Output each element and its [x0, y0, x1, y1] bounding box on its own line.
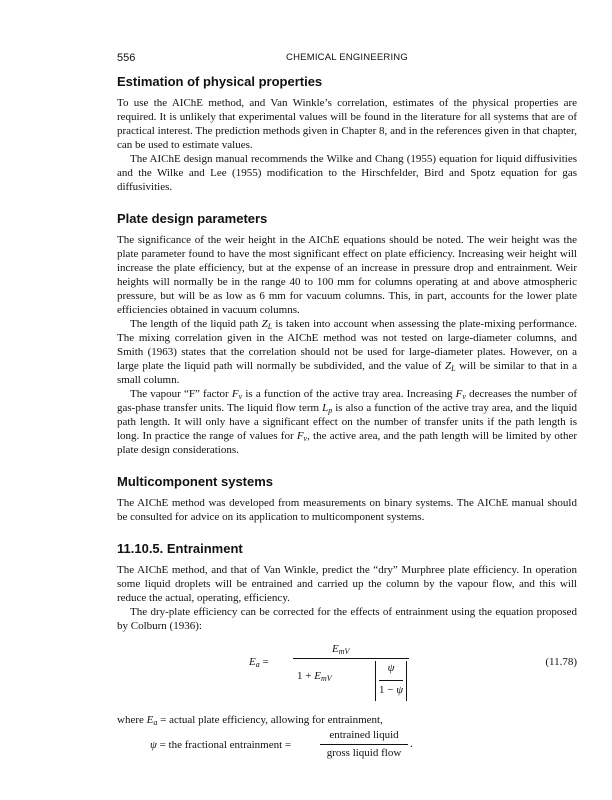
paragraph: The AIChE method, and that of Van Winkle, predict the “dry” Murphree plate efficiency. In operation some liquid droplets will be entrained and carried up the column by the vapour flow, and this will reduce the actual, operating, efficiency.: [117, 564, 577, 604]
psi-definition-label: ψ = the fractional entrainment =: [150, 739, 292, 751]
heading-plate-design-parameters: Plate design parameters: [117, 211, 268, 226]
paragraph: To use the AIChE method, and Van Winkle’s correlation, estimates of the physical properties are required. It is unlikely that experimental values will be found in the literature for all systems that are of practical interest. The prediction methods given in Chapter 8, and in the references given in that chapter, can be used to estimate values.: [117, 97, 577, 151]
paragraph: The AIChE design manual recommends the Wilke and Chang (1955) equation for liquid diffusivities and the Wilke and Lee (1955) modification to the Hirschfelder, Bird and Spotz equation for gas diffusivities.: [117, 153, 577, 193]
where-line-ea: where $E_a$ = actual plate efficiency, allowing for entrainment,: [117, 714, 383, 727]
text-run: decreases the number of gas-phase transfer units. The liquid flow term: [117, 388, 577, 414]
psi-symbol: ψ: [387, 662, 395, 674]
running-title: CHEMICAL ENGINEERING: [286, 52, 408, 63]
paragraph-f-factor: [117, 387, 577, 457]
text-run: The vapour “F” factor: [130, 388, 232, 400]
paragraph-liquid-path: [117, 317, 577, 387]
math-var: $F_v$: [296, 430, 308, 443]
fraction-bar: [293, 658, 409, 659]
math-var: $F_v$: [455, 388, 466, 401]
heading-physical-properties: Estimation of physical properties: [117, 74, 323, 89]
page-number: 556: [117, 52, 136, 64]
math-var: $Z_L$: [444, 360, 456, 373]
text-run: is a function of the active tray area. Increasing: [242, 388, 456, 400]
equation-number: (11.78): [545, 656, 577, 668]
period: .: [410, 738, 413, 750]
math-var: $F_v$: [231, 388, 243, 401]
paragraph: The significance of the weir height in the AIChE equations should be noted. The weir height was the plate parameter found to have the most significant effect on plate efficiency. Increasing weir height will increase the plate efficiency, but at the expense of an increase in pressure drop and entrainment. Weir heights will normally be in the range 40 to 100 mm for columns operating at and above atmospheric pressure, but will be as low as 6 mm for vacuum columns. This, in part, accounts for the lower plate efficiencies obtained in vacuum columns.: [117, 234, 577, 316]
equation-11-78: [117, 637, 577, 707]
where-line-psi: [117, 727, 577, 763]
fraction-bar: [379, 680, 403, 681]
math-var: $L_p$: [322, 402, 333, 415]
equation-lhs: $E_a$ =: [249, 656, 269, 669]
text-run: The length of the liquid path: [130, 318, 262, 330]
paragraph: The dry-plate efficiency can be corrected for the effects of entrainment using the equation proposed by Colburn (1936):: [117, 606, 577, 632]
text-run: will be similar to that in a small column.: [117, 360, 577, 386]
text-run: , the active area, and the path length will be limited by other plate design considerations.: [117, 430, 577, 456]
equation-numerator: $E_{mV}$: [332, 643, 350, 656]
fraction-denominator: gross liquid flow: [326, 747, 402, 759]
heading-multicomponent-systems: Multicomponent systems: [117, 474, 274, 489]
math-var: $Z_L$: [261, 318, 273, 331]
bracket-term: [375, 661, 407, 701]
running-header: [117, 52, 577, 66]
one-minus-psi: 1 − ψ: [378, 684, 404, 696]
page-body: [117, 74, 577, 763]
heading-entrainment: 11.10.5. Entrainment: [117, 541, 243, 556]
equation-denominator: $1 + E_{mV}$: [297, 670, 332, 683]
fraction-bar: [320, 744, 408, 745]
text-run: is also a function of the active tray area, and the liquid path length. It will only have a significant effect on the number of transfer units if the path length is long. In practice the range of values for: [117, 402, 578, 442]
text-run: is taken into account when assessing the plate-mixing performance. The mixing correlation given in the AIChE method was not tested on large-diameter columns, and Smith (1963) states that the correlation should not be used for large-diameter plates. However, on a large plate the liquid path will normally be subdivided, and the value of: [117, 318, 577, 372]
paragraph: The AIChE method was developed from measurements on binary systems. The AIChE manual should be consulted for advice on its application to multicomponent systems.: [117, 497, 577, 523]
fraction-numerator: entrained liquid: [329, 729, 399, 741]
